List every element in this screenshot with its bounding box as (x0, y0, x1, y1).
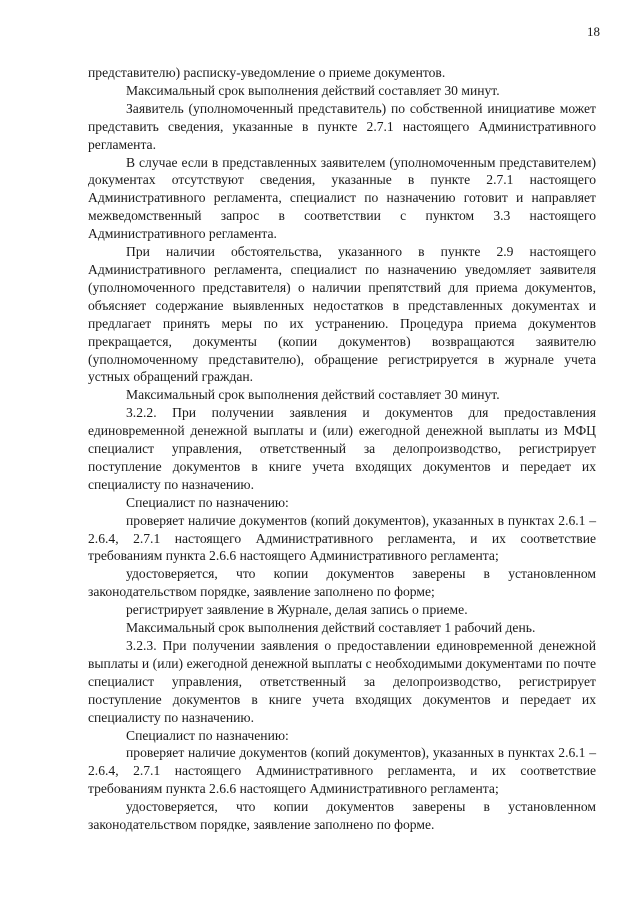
paragraph: Максимальный срок выполнения действий составляет 1 рабочий день. (126, 620, 536, 636)
paragraph: проверяет наличие документов (копий документов), указанных в пунктах 2.6.1 – 2.6.4, 2.7.1 настоящего Административного регламента, и их соответствие требованиям пункта 2.6.6 настоящего Административного регламента; (88, 745, 596, 797)
document-body (88, 64, 596, 834)
paragraph: Максимальный срок выполнения действий составляет 30 минут. (126, 387, 500, 403)
paragraph: Максимальный срок выполнения действий составляет 30 минут. (126, 82, 500, 98)
paragraph: 3.2.3. При получении заявления о предоставлении единовременной денежной выплаты и (или) ежегодной денежной выплаты с необходимыми документами по почте специалист управления, ответственный за делопроизводство, регистрирует поступление документов в книге учета входящих документов и передает их специалисту по назначению. (88, 638, 596, 725)
paragraph: Специалист по назначению: (126, 494, 289, 510)
paragraph: Заявитель (уполномоченный представитель) по собственной инициативе может представить сведения, указанные в пункте 2.7.1 настоящего Административного регламента. (88, 100, 596, 152)
paragraph: регистрирует заявление в Журнале, делая запись о приеме. (126, 602, 468, 618)
paragraph: 3.2.2. При получении заявления и документов для предоставления единовременной денежной выплаты и (или) ежегодной денежной выплаты из МФЦ специалист управления, ответственный за делопроизводство, регистрирует поступление документов в книге учета входящих документов и передает их специалисту по назначению. (88, 405, 596, 492)
page-number: 18 (587, 24, 600, 39)
paragraph: удостоверяется, что копии документов заверены в установленном законодательством порядке, заявление заполнено по форме; (88, 566, 596, 600)
paragraph: В случае если в представленных заявителем (уполномоченным представителем) документах отсутствуют сведения, указанные в пункте 2.7.1 настоящего Административного регламента, специалист по назначению готовит и направляет межведомственный запрос в соответствии с пунктом 3.3 настоящего Административного регламента. (88, 154, 596, 242)
paragraph: представителю) расписку-уведомление о приеме документов. (88, 65, 446, 80)
paragraph: Специалист по назначению: (126, 727, 289, 743)
paragraph: проверяет наличие документов (копий документов), указанных в пунктах 2.6.1 – 2.6.4, 2.7.1 настоящего Административного регламента, и их соответствие требованиям пункта 2.6.6 настоящего Административного регламента; (88, 512, 596, 564)
paragraph: При наличии обстоятельства, указанного в пункте 2.9 настоящего Административного регламента, специалист по назначению уведомляет заявителя (уполномоченного представителя) о наличии препятствий для приема документов, объясняет содержание выявленных недостатков в представленных документах и предлагает принять меры по их устранению. Процедура приема документов прекращается, документы (копии документов) возвращаются заявителю (уполномоченному представителю), обращение регистрируется в журнале учета устных обращений граждан. (88, 244, 596, 385)
paragraph: удостоверяется, что копии документов заверены в установленном законодательством порядке, заявление заполнено по форме. (88, 799, 596, 833)
